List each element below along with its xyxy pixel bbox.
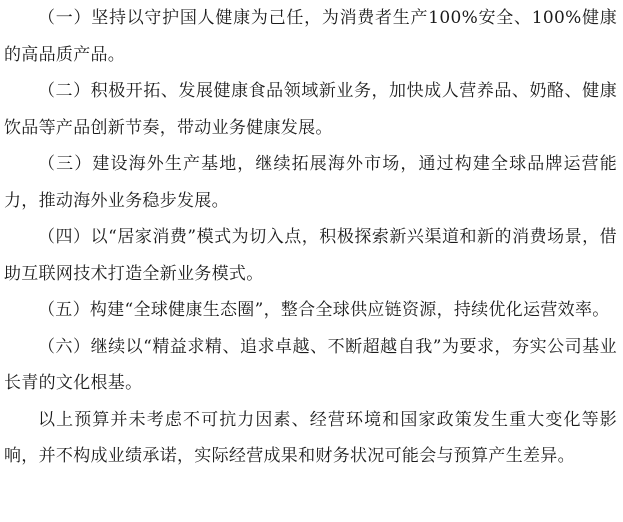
paragraph-3: （三）建设海外生产基地，继续拓展海外市场，通过构建全球品牌运营能力，推动海外业务稳步发展。 bbox=[4, 154, 617, 211]
paragraph-1: （一）坚持以守护国人健康为己任，为消费者生产100%安全、100%健康的高品质产品。 bbox=[4, 8, 617, 65]
paragraph-6: （六）继续以“精益求精、追求卓越、不断超越自我”为要求，夯实公司基业长青的文化根基。 bbox=[4, 336, 617, 393]
paragraph-2: （二）积极开拓、发展健康食品领域新业务，加快成人营养品、奶酪、健康饮品等产品创新节奏，带动业务健康发展。 bbox=[4, 81, 617, 138]
paragraph-4: （四）以“居家消费”模式为切入点，积极探索新兴渠道和新的消费场景，借助互联网技术打造全新业务模式。 bbox=[4, 227, 617, 284]
paragraph-7: 以上预算并未考虑不可抗力因素、经营环境和国家政策发生重大变化等影响，并不构成业绩承诺，实际经营成果和财务状况可能会与预算产生差异。 bbox=[4, 409, 617, 466]
paragraph-5: （五）构建“全球健康生态圈”，整合全球供应链资源，持续优化运营效率。 bbox=[38, 300, 610, 320]
